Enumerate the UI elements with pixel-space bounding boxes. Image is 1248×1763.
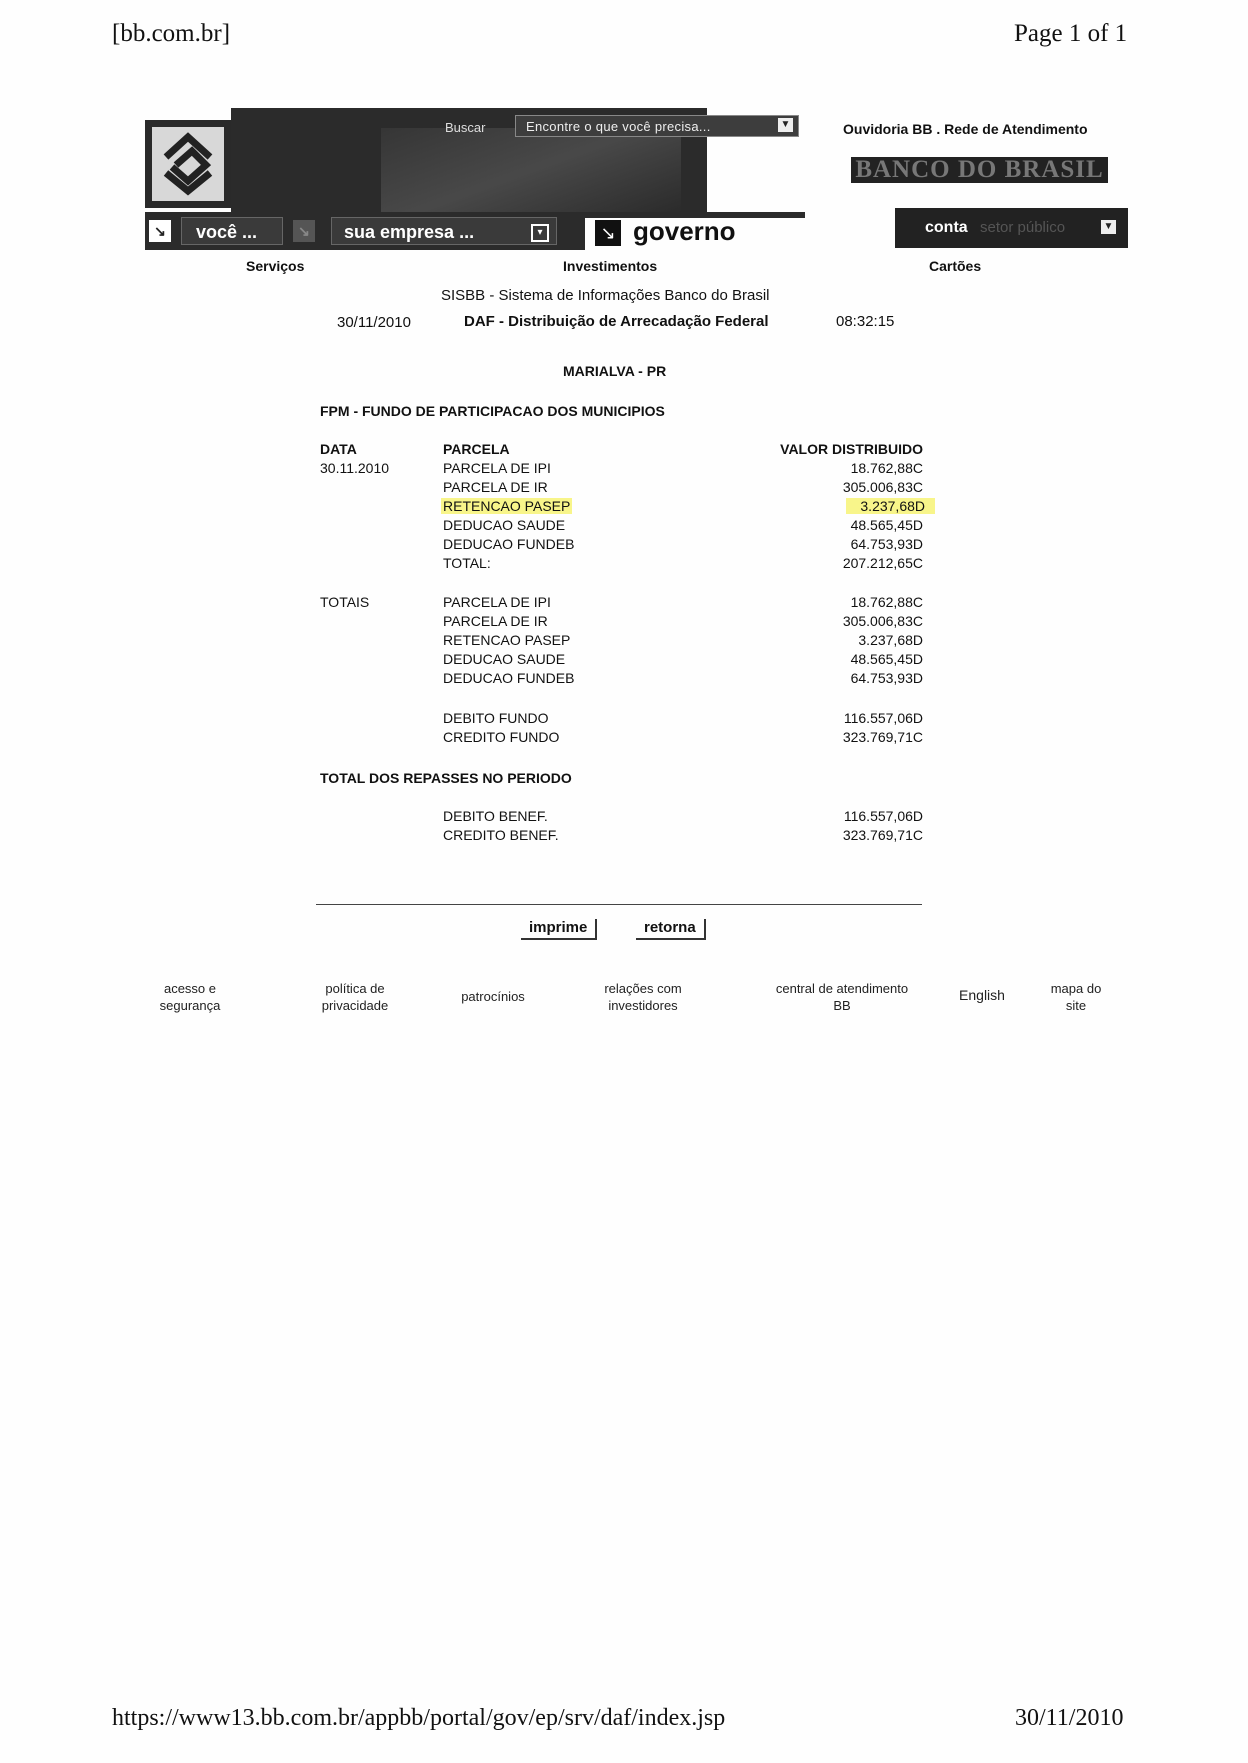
report-date: 30/11/2010 bbox=[337, 314, 411, 331]
row-valor: 305.006,83C bbox=[842, 613, 923, 629]
footer-link-central-atendimento[interactable]: central de atendimento BB bbox=[775, 981, 909, 1013]
banco-do-brasil-wordmark: BANCO DO BRASIL bbox=[851, 157, 1108, 183]
totais-label: TOTAIS bbox=[320, 594, 370, 610]
table-row-total bbox=[0, 555, 1248, 574]
table-row bbox=[0, 808, 1248, 827]
imprime-button[interactable]: imprime bbox=[521, 919, 597, 940]
bb-logo-icon[interactable] bbox=[145, 120, 231, 208]
repasses-heading: TOTAL DOS REPASSES NO PERIODO bbox=[320, 770, 572, 786]
row-parcela: DEDUCAO FUNDEB bbox=[443, 670, 575, 686]
header-links: Ouvidoria BB . Rede de Atendimento bbox=[843, 121, 1088, 137]
print-footer-url: https://www13.bb.com.br/appbb/portal/gov/ep/srv/daf/index.jsp bbox=[112, 1705, 726, 1731]
table-header bbox=[0, 441, 1248, 460]
voce-arrow-icon: ↘ bbox=[149, 220, 171, 242]
table-row bbox=[0, 613, 1248, 632]
footer-link-acesso-seguranca[interactable]: acesso e segurança bbox=[159, 981, 221, 1013]
row-parcela: RETENCAO PASEP bbox=[443, 632, 571, 648]
row-valor: 305.006,83C bbox=[842, 479, 923, 495]
entry-date: 30.11.2010 bbox=[320, 460, 390, 476]
table-row bbox=[0, 517, 1248, 536]
table-row bbox=[0, 670, 1248, 689]
row-parcela: DEDUCAO SAUDE bbox=[443, 651, 566, 667]
row-parcela: CREDITO FUNDO bbox=[443, 729, 560, 745]
row-valor: 3.237,68D bbox=[858, 632, 923, 648]
col-parcela: PARCELA bbox=[443, 441, 510, 457]
row-valor: 323.769,71C bbox=[842, 729, 923, 745]
table-row bbox=[0, 632, 1248, 651]
footer-link-mapa-site[interactable]: mapa do site bbox=[1050, 981, 1102, 1013]
empresa-dropdown-icon[interactable]: ▾ bbox=[531, 224, 549, 242]
footer-link-relacoes-investidores[interactable]: relações com investidores bbox=[604, 981, 682, 1013]
row-valor: 48.565,45D bbox=[850, 517, 923, 533]
subnav-cartoes[interactable]: Cartões bbox=[929, 258, 982, 274]
row-valor: 116.557,06D bbox=[843, 710, 923, 726]
fund-name: FPM - FUNDO DE PARTICIPACAO DOS MUNICIPIOS bbox=[320, 403, 665, 419]
link-ouvidoria[interactable]: Ouvidoria BB bbox=[843, 121, 933, 137]
row-parcela: DEDUCAO SAUDE bbox=[443, 517, 566, 533]
conta-dropdown-icon[interactable]: ▼ bbox=[1101, 220, 1116, 234]
conta-setor-publico-menu[interactable] bbox=[895, 208, 1128, 248]
table-row bbox=[0, 710, 1248, 729]
nav-voce[interactable]: você ... bbox=[181, 217, 283, 245]
row-parcela: PARCELA DE IPI bbox=[443, 594, 551, 610]
row-valor: 207.212,65C bbox=[842, 555, 923, 571]
table-row bbox=[0, 536, 1248, 555]
report-title: DAF - Distribuição de Arrecadação Federal bbox=[464, 313, 769, 330]
row-parcela: DEBITO BENEF. bbox=[443, 808, 548, 824]
banner-swoosh bbox=[381, 128, 681, 212]
row-parcela: CREDITO BENEF. bbox=[443, 827, 559, 843]
row-parcela: TOTAL: bbox=[443, 555, 491, 571]
table-row bbox=[0, 729, 1248, 748]
row-valor: 323.769,71C bbox=[842, 827, 923, 843]
row-parcela: DEBITO FUNDO bbox=[443, 710, 549, 726]
row-valor: 64.753,93D bbox=[850, 536, 923, 552]
divider bbox=[316, 904, 922, 905]
main-nav bbox=[145, 212, 805, 250]
search-dropdown-icon[interactable]: ▼ bbox=[778, 118, 793, 132]
table-row-highlighted bbox=[0, 498, 1248, 517]
row-valor: 48.565,45D bbox=[850, 651, 923, 667]
footer-link-patrocinios[interactable]: patrocínios bbox=[461, 989, 525, 1004]
setor-publico-label: setor público bbox=[980, 219, 1066, 236]
row-valor: 3.237,68D bbox=[846, 498, 935, 514]
footer-link-politica-privacidade[interactable]: política de privacidade bbox=[321, 981, 389, 1013]
municipality: MARIALVA - PR bbox=[563, 363, 667, 379]
print-header-page: Page 1 of 1 bbox=[1014, 20, 1128, 47]
row-parcela: PARCELA DE IR bbox=[443, 479, 548, 495]
row-valor: 116.557,06D bbox=[843, 808, 923, 824]
table-row bbox=[0, 460, 1248, 479]
row-parcela: DEDUCAO FUNDEB bbox=[443, 536, 575, 552]
row-parcela: PARCELA DE IPI bbox=[443, 460, 551, 476]
subnav-investimentos[interactable]: Investimentos bbox=[563, 258, 658, 274]
governo-arrow-icon: ↘ bbox=[595, 220, 621, 246]
search-input[interactable]: Encontre o que você precisa... bbox=[515, 115, 799, 137]
link-rede-atendimento[interactable]: Rede de Atendimento bbox=[944, 121, 1088, 137]
nav-governo[interactable]: governo bbox=[633, 216, 736, 246]
row-valor: 64.753,93D bbox=[850, 670, 923, 686]
table-row bbox=[0, 827, 1248, 846]
site-banner bbox=[145, 108, 805, 250]
retorna-button[interactable]: retorna bbox=[636, 919, 706, 940]
nav-sua-empresa[interactable]: sua empresa ... bbox=[331, 217, 557, 245]
row-parcela: PARCELA DE IR bbox=[443, 613, 548, 629]
col-valor: VALOR DISTRIBUIDO bbox=[780, 441, 923, 457]
search-label: Buscar bbox=[445, 120, 486, 135]
report-time: 08:32:15 bbox=[836, 313, 895, 330]
table-row bbox=[0, 479, 1248, 498]
print-header-site: [bb.com.br] bbox=[112, 20, 231, 47]
row-valor: 18.762,88C bbox=[850, 460, 923, 476]
table-row bbox=[0, 651, 1248, 670]
row-parcela: RETENCAO PASEP bbox=[443, 498, 571, 514]
system-name: SISBB - Sistema de Informações Banco do Brasil bbox=[441, 287, 770, 304]
conta-label: conta bbox=[925, 219, 968, 236]
subnav-servicos[interactable]: Serviços bbox=[246, 258, 305, 274]
print-footer-date: 30/11/2010 bbox=[1015, 1705, 1124, 1731]
footer-link-english[interactable]: English bbox=[959, 987, 1005, 1003]
table-row bbox=[0, 594, 1248, 613]
empresa-arrow-icon: ↘ bbox=[293, 220, 315, 242]
col-data: DATA bbox=[320, 441, 357, 457]
row-valor: 18.762,88C bbox=[850, 594, 923, 610]
